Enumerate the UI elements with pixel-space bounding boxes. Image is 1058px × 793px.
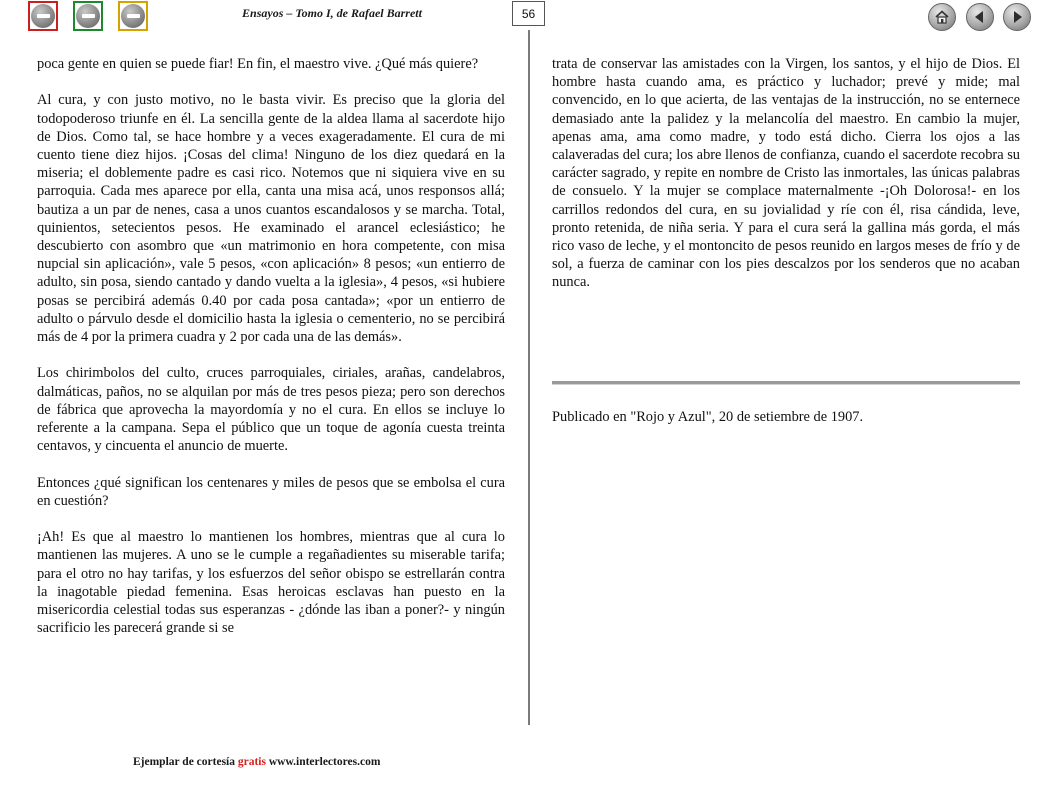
arrow-right-icon <box>1009 9 1025 25</box>
paragraph: Los chirimbolos del culto, cruces parroquiales, ciriales, arañas, candelabros, dalmáticas, paños, no se alquilan por más de tres pesos pieza; pero son derechos de fábrica que aprovecha la mayordomía y no el cura. En ellos se incluye lo referente a la campana. Sepa el público que un toque de agonía cuesta treinta centavos, y cincuenta el anuncio de muerte. <box>37 365 505 455</box>
page-number: 56 <box>512 1 545 26</box>
paragraph: trata de conservar las amistades con la Virgen, los santos, y el hijo de Dios. El hombre hasta cuando ama, es práctico y luchador; prevé y mide; mal convencido, en lo que acierta, de las ventajas de la instrucción, no se enternece demasiado ante la palidez y la melancolía del maestro. En cambio la mujer, apenas ama, ama como madre, y todo está dicho. Cierra los ojos a las calaveradas del cura; los abre llenos de confianza, cuando el sacerdote recobra su carácter sagrado, y repite en nombre de Cristo las inmortales, las únicas palabras de consuelo. Y la mujer se complace maternalmente -¡Oh Dolorosa!- en los carrillos redondos del cura, en su jovialidad y ríe con él, risa cándida, leve, pronto retenida, de niña seria. Y para el cura será la gallina más gorda, el más rico vaso de leche, y el montoncito de pesos reunido en largos meses de frío y de sol, a fuerza de caminar con los pies descalzos por los senderos que no acaban nunca. <box>552 56 1020 291</box>
footer-url[interactable]: www.interlectores.com <box>265 756 381 768</box>
previous-page-button[interactable] <box>966 3 994 31</box>
paragraph: poca gente en quien se puede fiar! En fin, el maestro vive. ¿Qué más quiere? <box>37 56 479 72</box>
restore-window-button[interactable] <box>118 1 148 31</box>
paragraph: Entonces ¿qué significan los centenares y miles de pesos que se embolsa el cura en cuestión? <box>37 474 505 509</box>
close-window-button[interactable] <box>28 1 58 31</box>
footer-prefix: Ejemplar de cortesía <box>133 756 238 768</box>
next-page-button[interactable] <box>1003 3 1031 31</box>
left-column <box>37 55 505 637</box>
minus-icon <box>76 4 100 28</box>
section-separator <box>552 381 1020 385</box>
arrow-left-icon <box>972 9 988 25</box>
document-title: Ensayos – Tomo I, de Rafael Barrett <box>242 6 422 20</box>
minus-icon <box>31 4 55 28</box>
minimize-window-button[interactable] <box>73 1 103 31</box>
paragraph: Al cura, y con justo motivo, no le basta vivir. Es preciso que la gloria del todopoderoso triunfe en él. La sencilla gente de la aldea llama al sacerdote hijo de Dios. Como tal, se hace hombre y a veces exageradamente. El cura de mi cuento tiene diez hijos. ¡Cosas del clima! Ninguno de los diez quedará en la miseria; el doblemente padre es casi rico. Notemos que ni siquiera vive en su parroquia. Cada mes aparece por ella, canta una misa acá, unos responsos allá; bautiza a un par de nenes, casa a unos cuantos escandalosos y se marcha. Total, quinientos, setecientos pesos. He examinado el arancel eclesiástico; he descubierto con asombro que «un matrimonio en hora competente, con misa nupcial sin aplicación», vale 5 pesos, «con aplicación» 8 pesos; «un entierro de adulto, sin posa, siendo cantado y dando vuelta a la iglesia», 4 pesos, «si hubiere posas se percibirá además 0.40 por cada posa cantada»; «por un entierro de adulto o párvulo desde el domicilio hasta la iglesia o cementerio, no se percibirá más de 4 por la primera cuadra y 2 por cada una de las demás». <box>37 92 505 346</box>
publication-note: Publicado en "Rojo y Azul", 20 de setiembre de 1907. <box>552 409 864 425</box>
paragraph: ¡Ah! Es que al maestro lo mantienen los hombres, mientras que al cura lo mantienen las mujeres. A uno se le cumple a regañadientes su miserable tarifa; para el otro no hay tarifas, y los esfuerzos del señor obispo se estrellarán contra la inagotable piedad femenina. Esas heroicas esclavas han puesto en la misericordia celestial todas sus esperanzas - ¿dónde las iban a poner?- y ningún sacrificio les parecerá grande si se <box>37 529 505 637</box>
footer-gratis: gratis <box>237 756 266 768</box>
home-icon <box>933 8 951 26</box>
home-button[interactable] <box>928 3 956 31</box>
right-column <box>552 55 1020 292</box>
minus-icon <box>121 4 145 28</box>
footer-credit <box>133 756 433 768</box>
column-divider <box>528 30 530 725</box>
